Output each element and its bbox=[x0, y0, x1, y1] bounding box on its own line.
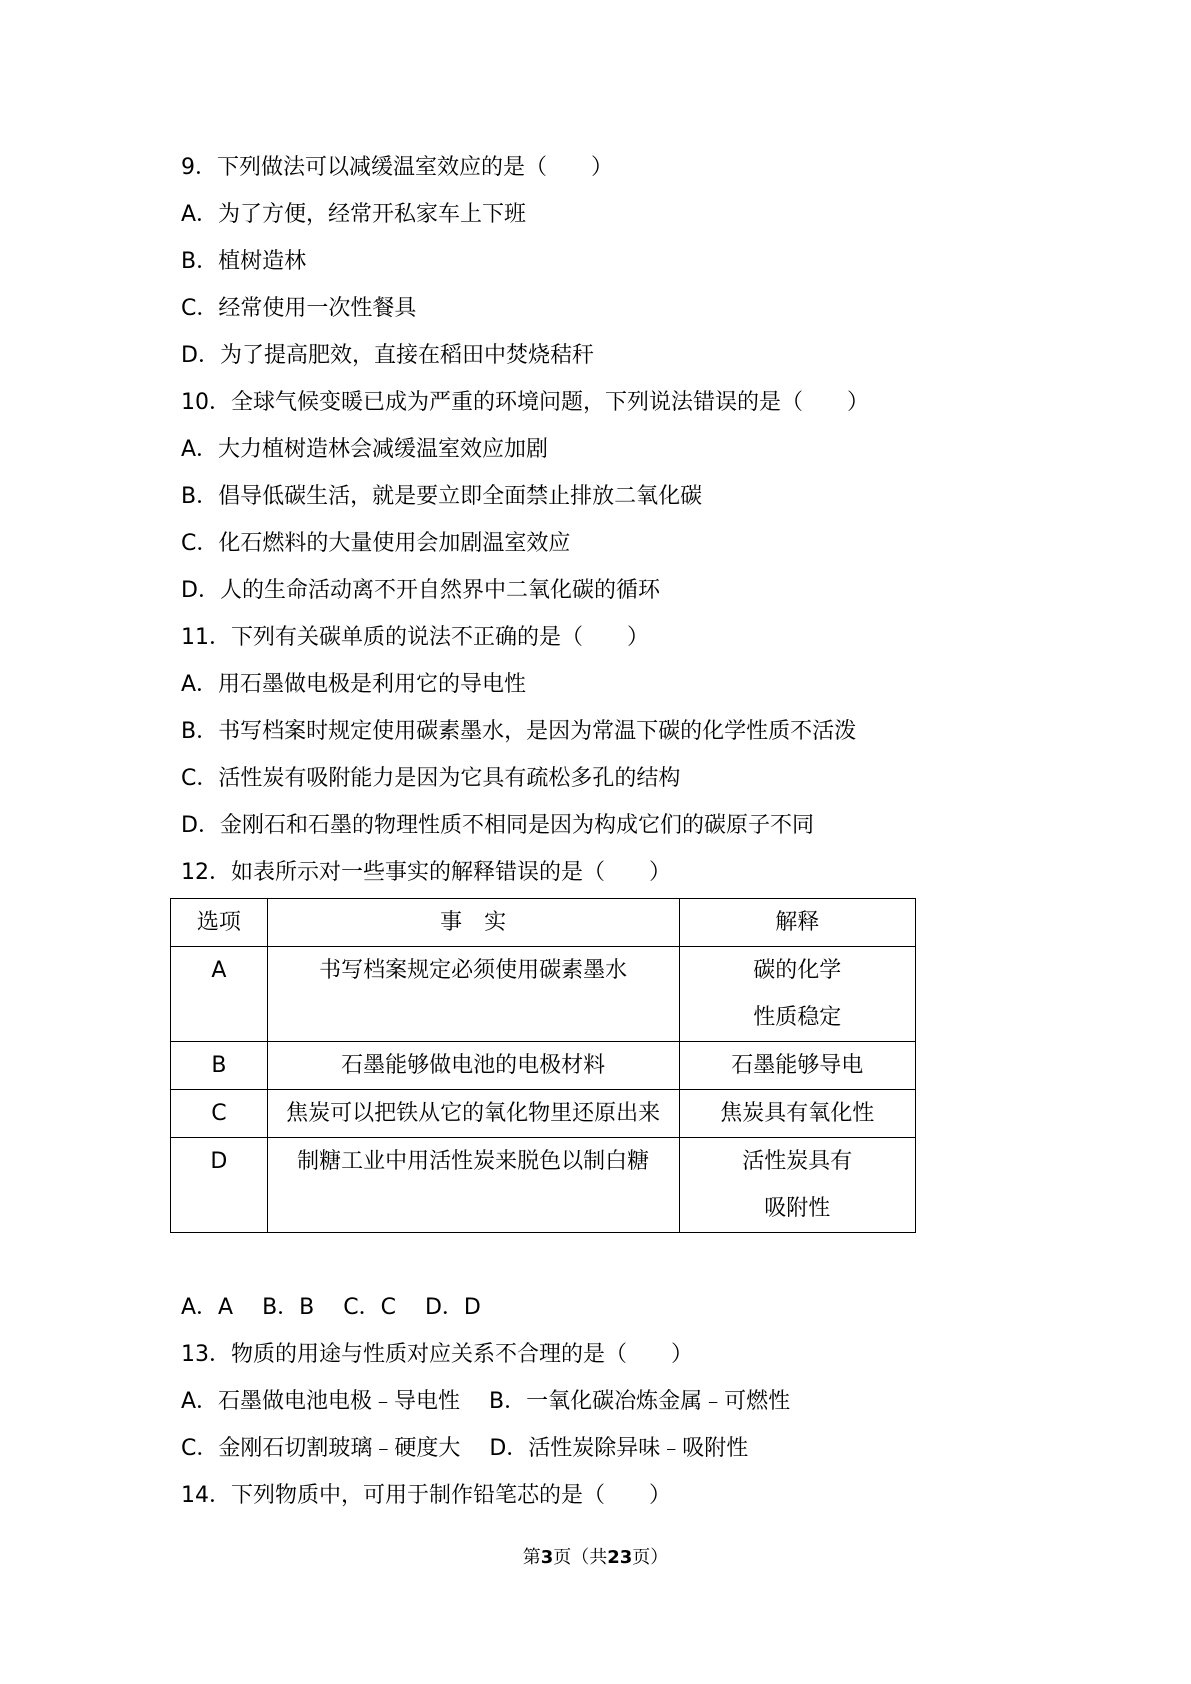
table-row bbox=[171, 947, 916, 1042]
footer-middle: 页（共 bbox=[553, 1547, 608, 1568]
fact-text: 石墨能够做电池的电极材料 bbox=[341, 1053, 606, 1078]
question-10-option-d: D．人的生命活动离不开自然界中二氧化碳的循环 bbox=[181, 578, 660, 603]
explanation-line: 碳的化学 bbox=[753, 958, 842, 983]
explanation-line: 焦炭具有氧化性 bbox=[720, 1101, 875, 1126]
question-12-stem: 12．如表所示对一些事实的解释错误的是（ ） bbox=[181, 860, 671, 885]
footer-current-page: 3 bbox=[540, 1547, 554, 1568]
footer-total-pages: 23 bbox=[607, 1547, 633, 1568]
explanation-line: 吸附性 bbox=[764, 1196, 831, 1221]
question-10-stem: 10．全球气候变暖已成为严重的环境问题，下列说法错误的是（ ） bbox=[181, 390, 869, 415]
fact-text: 焦炭可以把铁从它的氧化物里还原出来 bbox=[286, 1101, 661, 1126]
table-cell-explanation bbox=[679, 1042, 915, 1090]
question-9-option-d: D．为了提高肥效，直接在稻田中焚烧秸秆 bbox=[181, 343, 594, 368]
question-9-option-a: A．为了方便，经常开私家车上下班 bbox=[181, 202, 527, 227]
question-10-option-a: A．大力植树造林会减缓温室效应加剧 bbox=[181, 437, 549, 462]
table-cell-option: D bbox=[171, 1138, 268, 1233]
explanation-line: 性质稳定 bbox=[753, 1005, 842, 1030]
footer-prefix: 第 bbox=[522, 1547, 541, 1568]
table-cell-option: C bbox=[171, 1090, 268, 1138]
question-9-option-c: C．经常使用一次性餐具 bbox=[181, 296, 417, 321]
footer-suffix: 页） bbox=[632, 1547, 669, 1568]
question-9-option-b: B．植树造林 bbox=[181, 249, 307, 274]
question-13-options-row-2: C．金刚石切割玻璃﹣硬度大 D．活性炭除异味﹣吸附性 bbox=[181, 1436, 749, 1461]
table-cell-explanation bbox=[679, 947, 915, 1042]
page-footer bbox=[0, 1546, 1191, 1570]
question-11-option-a: A．用石墨做电极是利用它的导电性 bbox=[181, 672, 527, 697]
table-cell-option: A bbox=[171, 947, 268, 1042]
table-row bbox=[171, 1042, 916, 1090]
question-13-stem: 13．物质的用途与性质对应关系不合理的是（ ） bbox=[181, 1342, 693, 1367]
question-10-option-b: B．倡导低碳生活，就是要立即全面禁止排放二氧化碳 bbox=[181, 484, 703, 509]
table-cell-explanation bbox=[679, 1090, 915, 1138]
fact-text: 书写档案规定必须使用碳素墨水 bbox=[319, 958, 628, 983]
table-header-explanation: 解释 bbox=[679, 899, 915, 947]
table-header-option: 选项 bbox=[171, 899, 268, 947]
table-row bbox=[171, 1090, 916, 1138]
question-11-option-b: B．书写档案时规定使用碳素墨水，是因为常温下碳的化学性质不活泼 bbox=[181, 719, 857, 744]
question-10-option-c: C．化石燃料的大量使用会加剧温室效应 bbox=[181, 531, 571, 556]
table-cell-fact bbox=[267, 947, 679, 1042]
explanation-line: 石墨能够导电 bbox=[731, 1053, 864, 1078]
table-cell-fact bbox=[267, 1090, 679, 1138]
table-header-row bbox=[171, 899, 916, 947]
question-11-option-c: C．活性炭有吸附能力是因为它具有疏松多孔的结构 bbox=[181, 766, 681, 791]
table-cell-option: B bbox=[171, 1042, 268, 1090]
question-11-stem: 11．下列有关碳单质的说法不正确的是（ ） bbox=[181, 625, 649, 650]
question-12-table bbox=[170, 898, 916, 1233]
table-cell-fact bbox=[267, 1138, 679, 1233]
table-row bbox=[171, 1138, 916, 1233]
table-cell-explanation bbox=[679, 1138, 915, 1233]
question-12-answer-options: A．A B．B C．C D．D bbox=[181, 1295, 481, 1320]
question-13-options-row-1: A．石墨做电池电极﹣导电性 B．一氧化碳冶炼金属﹣可燃性 bbox=[181, 1389, 791, 1414]
table-header-fact: 事 实 bbox=[267, 899, 679, 947]
question-14-stem: 14．下列物质中，可用于制作铅笔芯的是（ ） bbox=[181, 1483, 671, 1508]
fact-text: 制糖工业中用活性炭来脱色以制白糖 bbox=[297, 1149, 650, 1174]
question-11-option-d: D．金刚石和石墨的物理性质不相同是因为构成它们的碳原子不同 bbox=[181, 813, 814, 838]
question-9-stem: 9．下列做法可以减缓温室效应的是（ ） bbox=[181, 155, 613, 180]
table-cell-fact bbox=[267, 1042, 679, 1090]
explanation-line: 活性炭具有 bbox=[742, 1149, 853, 1174]
